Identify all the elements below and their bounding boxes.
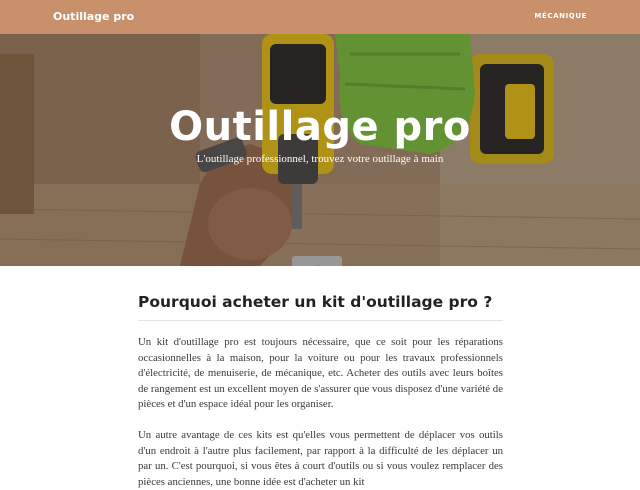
hero-title: Outillage pro xyxy=(169,104,471,150)
hero-overlay xyxy=(0,34,640,266)
nav-link-mecanique[interactable]: MÉCANIQUE xyxy=(534,12,587,20)
site-brand-link[interactable]: Outillage pro xyxy=(53,10,135,23)
title-divider xyxy=(138,320,503,321)
hero-subtitle: L'outillage professionnel, trouvez votre outillage à main xyxy=(196,153,444,165)
hero-banner xyxy=(0,34,640,266)
article-paragraph: Un autre avantage de ces kits est qu'elles vous permettent de déplacer vos outils d'un endroit à l'autre plus facilement, par rapport à la difficulté de les déplacer un par un. C'est pourquoi, si vous êtes à court d'outils ou si vous voulez remplacer des pièces anciennes, une bonne idée est d'acheter un kit xyxy=(138,428,503,488)
article-paragraph: Un kit d'outillage pro est toujours nécessaire, que ce soit pour les réparations occasionnelles à la maison, pour la voiture ou pour les travaux professionnels d'électricité, de menuiserie, de mécanique, etc. Acheter des outils avec leurs boîtes de rangement est un excellent moyen de s'assurer que vous disposez d'une variété de pièces et d'un espace idéal pour les organiser. xyxy=(138,336,503,411)
article-content xyxy=(138,292,503,490)
article-title: Pourquoi acheter un kit d'outillage pro ? xyxy=(138,293,493,311)
top-navbar xyxy=(0,0,640,34)
